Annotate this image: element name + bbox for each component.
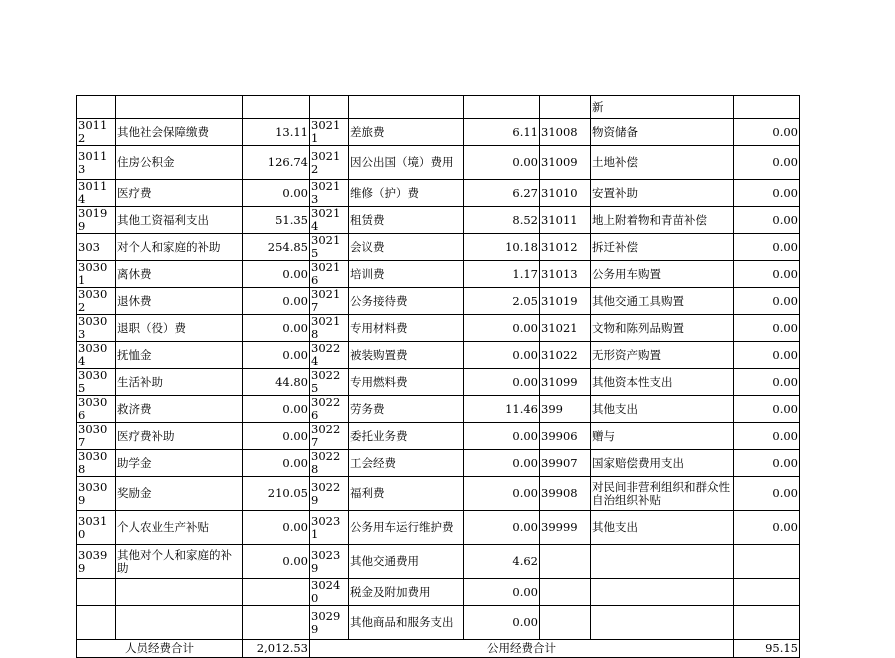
amount: 0.00 — [734, 423, 800, 450]
item-name: 抚恤金 — [116, 342, 243, 369]
amount: 0.00 — [734, 477, 800, 511]
item-name: 文物和陈列品购置 — [591, 315, 734, 342]
amount — [243, 96, 310, 119]
amount: 0.00 — [243, 288, 310, 315]
personnel-total-value: 2,012.53 — [243, 640, 310, 658]
item-name: 住房公积金 — [116, 146, 243, 180]
economic-code: 30304 — [77, 342, 116, 369]
amount: 0.00 — [464, 146, 540, 180]
table-body — [77, 96, 800, 658]
amount: 1.17 — [464, 261, 540, 288]
item-name: 医疗费 — [116, 180, 243, 207]
item-name: 培训费 — [349, 261, 464, 288]
amount: 51.35 — [243, 207, 310, 234]
amount: 6.27 — [464, 180, 540, 207]
amount: 0.00 — [464, 477, 540, 511]
table-row — [77, 315, 800, 342]
amount: 11.46 — [464, 396, 540, 423]
amount: 0.00 — [243, 180, 310, 207]
item-name: 专用燃料费 — [349, 369, 464, 396]
item-name: 会议费 — [349, 234, 464, 261]
table-row — [77, 545, 800, 579]
item-name: 公务用车购置 — [591, 261, 734, 288]
economic-code: 30303 — [77, 315, 116, 342]
amount: 0.00 — [734, 315, 800, 342]
item-name — [116, 606, 243, 640]
amount: 0.00 — [464, 342, 540, 369]
amount: 0.00 — [243, 423, 310, 450]
table-row — [77, 119, 800, 146]
economic-code: 30240 — [310, 579, 349, 606]
amount — [734, 545, 800, 579]
item-name: 新 — [591, 96, 734, 119]
item-name: 医疗费补助 — [116, 423, 243, 450]
amount: 0.00 — [243, 261, 310, 288]
amount: 0.00 — [243, 450, 310, 477]
economic-code: 30226 — [310, 396, 349, 423]
item-name: 公务用车运行维护费 — [349, 511, 464, 545]
economic-code: 30399 — [77, 545, 116, 579]
table-row — [77, 579, 800, 606]
amount: 210.05 — [243, 477, 310, 511]
economic-code: 39906 — [540, 423, 591, 450]
amount: 0.00 — [243, 396, 310, 423]
economic-code: 30231 — [310, 511, 349, 545]
economic-code: 31012 — [540, 234, 591, 261]
economic-code: 30114 — [77, 180, 116, 207]
economic-code: 30225 — [310, 369, 349, 396]
item-name: 拆迁补偿 — [591, 234, 734, 261]
amount: 10.18 — [464, 234, 540, 261]
table-row — [77, 511, 800, 545]
table-row — [77, 396, 800, 423]
economic-code: 39999 — [540, 511, 591, 545]
amount: 0.00 — [734, 342, 800, 369]
amount: 4.62 — [464, 545, 540, 579]
economic-code: 30301 — [77, 261, 116, 288]
amount: 0.00 — [734, 261, 800, 288]
item-name: 对民间非营利组织和群众性自治组织补贴 — [591, 477, 734, 511]
item-name: 其他工资福利支出 — [116, 207, 243, 234]
amount: 0.00 — [734, 396, 800, 423]
item-name: 生活补助 — [116, 369, 243, 396]
item-name: 其他交通费用 — [349, 545, 464, 579]
item-name: 差旅费 — [349, 119, 464, 146]
economic-code — [540, 545, 591, 579]
economic-code — [540, 579, 591, 606]
item-name — [116, 96, 243, 119]
economic-code: 30214 — [310, 207, 349, 234]
economic-code: 30307 — [77, 423, 116, 450]
item-name: 其他支出 — [591, 396, 734, 423]
amount: 0.00 — [734, 369, 800, 396]
item-name: 地上附着物和青苗补偿 — [591, 207, 734, 234]
item-name: 助学金 — [116, 450, 243, 477]
table-row — [77, 477, 800, 511]
economic-code: 30224 — [310, 342, 349, 369]
amount: 6.11 — [464, 119, 540, 146]
amount: 0.00 — [243, 545, 310, 579]
economic-code — [77, 606, 116, 640]
economic-code: 31011 — [540, 207, 591, 234]
item-name: 土地补偿 — [591, 146, 734, 180]
economic-code: 31019 — [540, 288, 591, 315]
table-row — [77, 288, 800, 315]
economic-code: 30239 — [310, 545, 349, 579]
economic-code: 31099 — [540, 369, 591, 396]
economic-code: 30211 — [310, 119, 349, 146]
amount: 0.00 — [464, 511, 540, 545]
economic-code: 30306 — [77, 396, 116, 423]
amount: 0.00 — [464, 579, 540, 606]
economic-code: 30299 — [310, 606, 349, 640]
economic-code: 31021 — [540, 315, 591, 342]
amount: 0.00 — [734, 207, 800, 234]
amount: 0.00 — [734, 119, 800, 146]
economic-code: 30227 — [310, 423, 349, 450]
table-row — [77, 606, 800, 640]
economic-code: 30212 — [310, 146, 349, 180]
table-row — [77, 207, 800, 234]
item-name: 税金及附加费用 — [349, 579, 464, 606]
item-name: 无形资产购置 — [591, 342, 734, 369]
table-row — [77, 146, 800, 180]
item-name: 奖励金 — [116, 477, 243, 511]
amount: 13.11 — [243, 119, 310, 146]
item-name: 其他对个人和家庭的补助 — [116, 545, 243, 579]
item-name: 离休费 — [116, 261, 243, 288]
amount: 0.00 — [734, 180, 800, 207]
amount: 0.00 — [734, 234, 800, 261]
item-name: 物资储备 — [591, 119, 734, 146]
amount — [734, 579, 800, 606]
economic-code: 30213 — [310, 180, 349, 207]
economic-code: 30229 — [310, 477, 349, 511]
amount: 0.00 — [734, 146, 800, 180]
item-name: 工会经费 — [349, 450, 464, 477]
economic-code: 31022 — [540, 342, 591, 369]
item-name: 被装购置费 — [349, 342, 464, 369]
item-name — [349, 96, 464, 119]
personnel-total-label: 人员经费合计 — [77, 640, 243, 658]
amount: 0.00 — [464, 315, 540, 342]
item-name — [591, 579, 734, 606]
economic-code: 31009 — [540, 146, 591, 180]
economic-code: 30228 — [310, 450, 349, 477]
item-name: 因公出国（境）费用 — [349, 146, 464, 180]
economic-code: 39908 — [540, 477, 591, 511]
amount: 44.80 — [243, 369, 310, 396]
amount: 2.05 — [464, 288, 540, 315]
amount: 0.00 — [734, 288, 800, 315]
item-name: 对个人和家庭的补助 — [116, 234, 243, 261]
item-name: 专用材料费 — [349, 315, 464, 342]
amount: 8.52 — [464, 207, 540, 234]
economic-code: 30199 — [77, 207, 116, 234]
economic-code — [77, 96, 116, 119]
amount: 0.00 — [734, 450, 800, 477]
item-name: 公务接待费 — [349, 288, 464, 315]
economic-code: 30215 — [310, 234, 349, 261]
economic-code — [310, 96, 349, 119]
economic-code: 30113 — [77, 146, 116, 180]
item-name: 其他商品和服务支出 — [349, 606, 464, 640]
economic-code: 30309 — [77, 477, 116, 511]
item-name: 其他支出 — [591, 511, 734, 545]
table-row — [77, 450, 800, 477]
amount: 254.85 — [243, 234, 310, 261]
amount — [734, 606, 800, 640]
item-name: 委托业务费 — [349, 423, 464, 450]
public-total-value: 95.15 — [734, 640, 800, 658]
economic-code: 31008 — [540, 119, 591, 146]
economic-code: 30305 — [77, 369, 116, 396]
item-name: 其他交通工具购置 — [591, 288, 734, 315]
economic-code: 30310 — [77, 511, 116, 545]
amount: 0.00 — [243, 342, 310, 369]
amount — [734, 96, 800, 119]
amount: 126.74 — [243, 146, 310, 180]
table-row — [77, 369, 800, 396]
economic-code: 39907 — [540, 450, 591, 477]
economic-code: 303 — [77, 234, 116, 261]
amount: 0.00 — [464, 606, 540, 640]
economic-code — [77, 579, 116, 606]
economic-code: 30308 — [77, 450, 116, 477]
amount: 0.00 — [243, 315, 310, 342]
table-row — [77, 234, 800, 261]
item-name: 国家赔偿费用支出 — [591, 450, 734, 477]
amount: 0.00 — [464, 450, 540, 477]
economic-code: 31010 — [540, 180, 591, 207]
totals-row — [77, 640, 800, 658]
economic-code: 30217 — [310, 288, 349, 315]
amount — [464, 96, 540, 119]
item-name: 个人农业生产补贴 — [116, 511, 243, 545]
economic-code: 30112 — [77, 119, 116, 146]
amount: 0.00 — [734, 511, 800, 545]
item-name: 其他资本性支出 — [591, 369, 734, 396]
item-name: 劳务费 — [349, 396, 464, 423]
table-row — [77, 180, 800, 207]
amount: 0.00 — [464, 423, 540, 450]
economic-code: 31013 — [540, 261, 591, 288]
amount — [243, 579, 310, 606]
economic-code — [540, 96, 591, 119]
item-name: 其他社会保障缴费 — [116, 119, 243, 146]
item-name: 救济费 — [116, 396, 243, 423]
item-name: 租赁费 — [349, 207, 464, 234]
table-row — [77, 423, 800, 450]
item-name — [591, 545, 734, 579]
item-name — [116, 579, 243, 606]
item-name: 维修（护）费 — [349, 180, 464, 207]
economic-code — [540, 606, 591, 640]
table-row — [77, 96, 800, 119]
amount: 0.00 — [243, 511, 310, 545]
item-name — [591, 606, 734, 640]
economic-code: 30218 — [310, 315, 349, 342]
item-name: 退职（役）费 — [116, 315, 243, 342]
amount: 0.00 — [464, 369, 540, 396]
budget-table — [76, 95, 800, 658]
amount — [243, 606, 310, 640]
economic-code: 399 — [540, 396, 591, 423]
item-name: 福利费 — [349, 477, 464, 511]
item-name: 退休费 — [116, 288, 243, 315]
table-row — [77, 342, 800, 369]
public-total-label: 公用经费合计 — [310, 640, 734, 658]
economic-code: 30302 — [77, 288, 116, 315]
item-name: 安置补助 — [591, 180, 734, 207]
item-name: 赠与 — [591, 423, 734, 450]
table-row — [77, 261, 800, 288]
economic-code: 30216 — [310, 261, 349, 288]
